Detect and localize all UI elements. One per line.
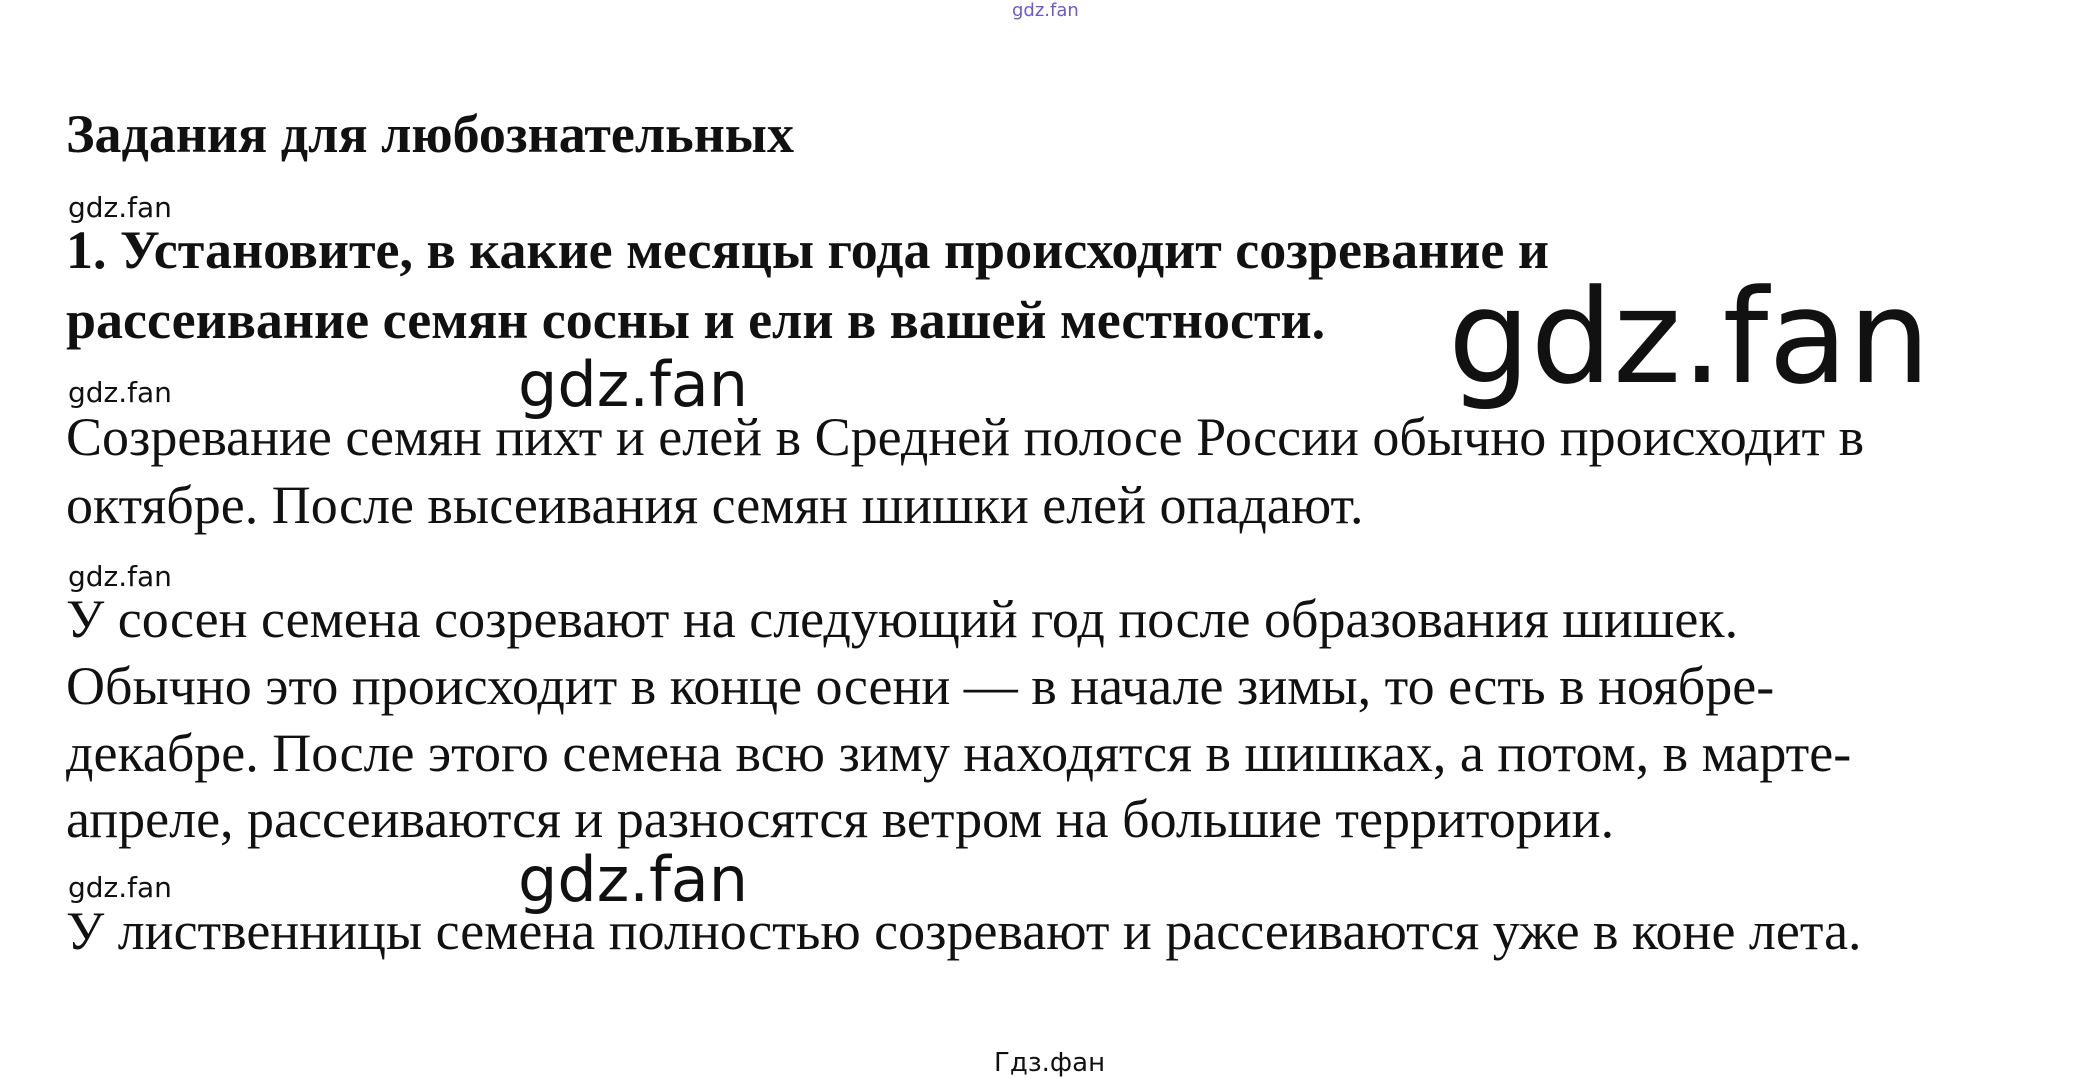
- answer-line: Обычно это происходит в конце осени — в начале зимы, то есть в ноябре-: [66, 656, 1775, 716]
- answer-line: У лиственницы семена полностью созревают и рассеиваются уже в коне лета.: [66, 901, 1862, 961]
- section-title: Задания для любознательных: [66, 104, 794, 164]
- watermark-small-3: gdz.fan: [68, 560, 172, 593]
- watermark-bottom: Гдз.фан: [994, 1048, 1106, 1078]
- watermark-top: gdz.fan: [1012, 0, 1079, 21]
- answer-line: декабре. После этого семена всю зиму находятся в шишках, а потом, в марте-: [66, 723, 1852, 783]
- answer-line: апреле, рассеиваются и разносятся ветром на большие территории.: [66, 789, 1615, 849]
- question-line-2: рассеивание семян сосны и ели в вашей местности.: [66, 290, 1326, 350]
- answer-line: Созревание семян пихт и елей в Средней полосе России обычно происходит в: [66, 407, 1865, 467]
- answer-line: У сосен семена созревают на следующий год после образования шишек.: [66, 589, 1739, 649]
- watermark-small-4: gdz.fan: [68, 871, 172, 904]
- watermark-medium-2: gdz.fan: [518, 843, 749, 916]
- answer-line: октябре. После высеивания семян шишки елей опадают.: [66, 475, 1364, 535]
- watermark-small-2: gdz.fan: [68, 376, 172, 409]
- watermark-medium-1: gdz.fan: [518, 348, 749, 421]
- question-line-1: 1. Установите, в какие месяцы года происходит созревание и: [66, 220, 1549, 280]
- watermark-small-1: gdz.fan: [68, 191, 172, 224]
- watermark-large: gdz.fan: [1448, 261, 1931, 413]
